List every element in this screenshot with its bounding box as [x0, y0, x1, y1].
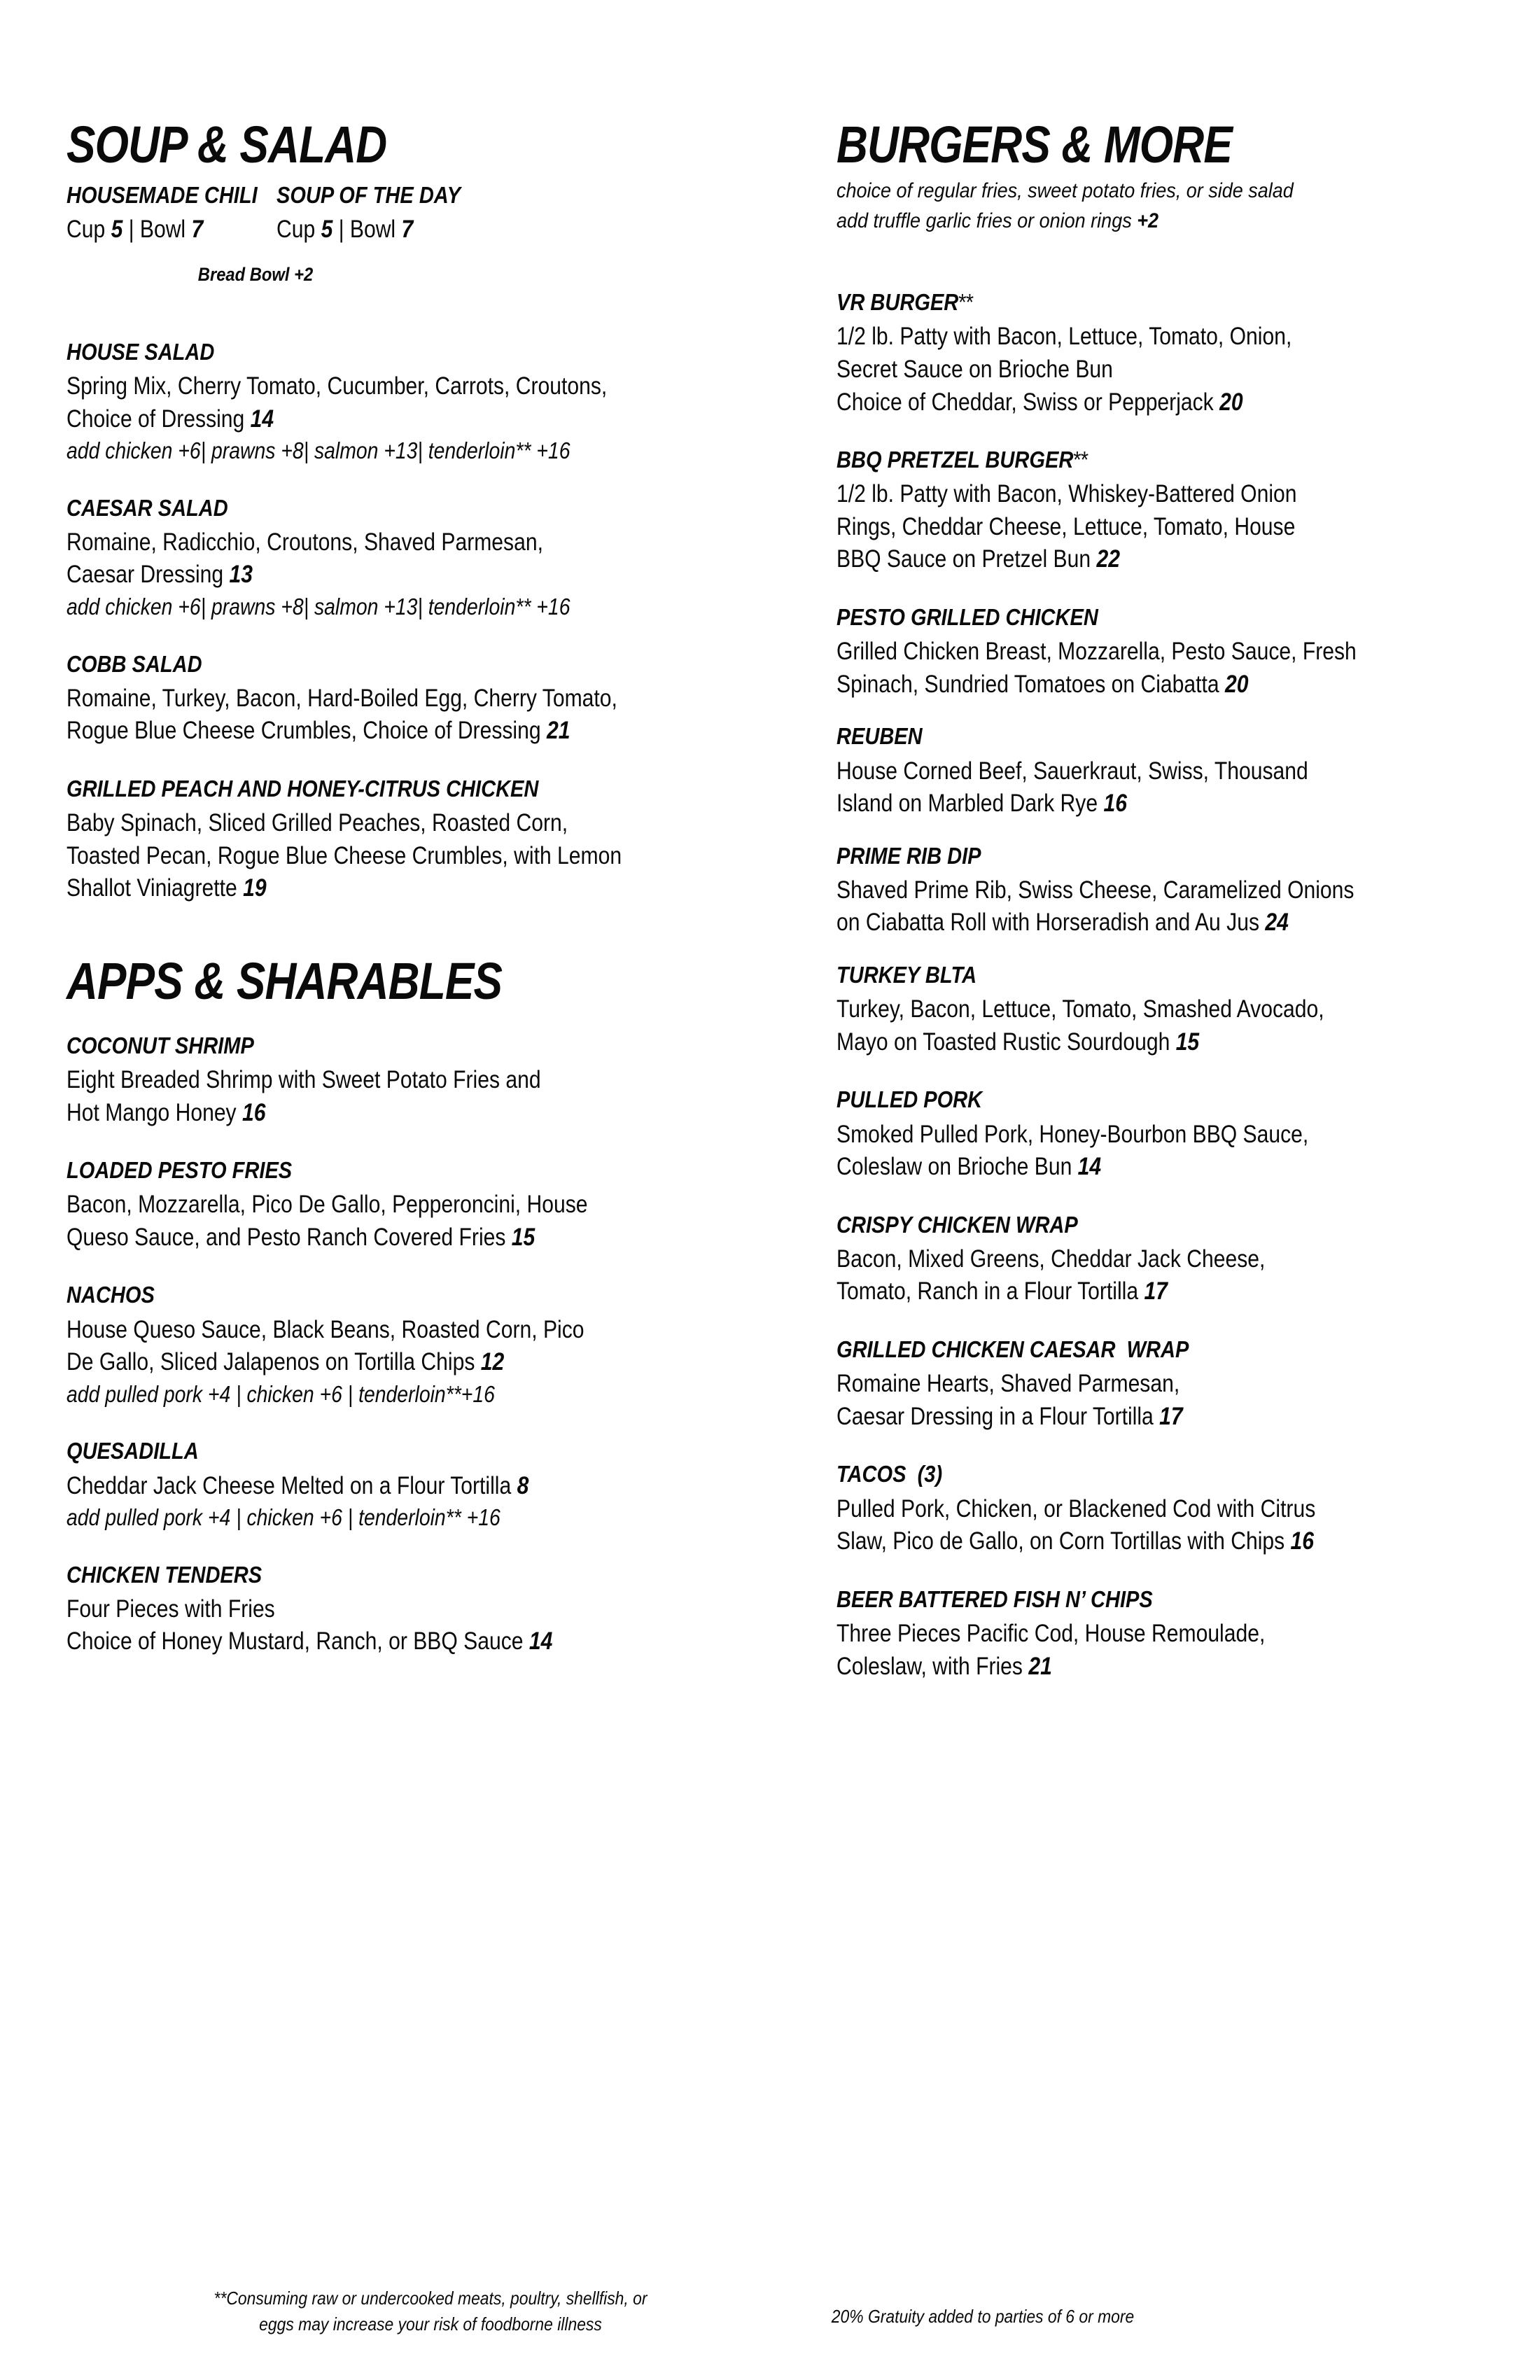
- menu-item-desc-line: Secret Sauce on Brioche Bun: [836, 355, 1113, 383]
- menu-item-vr-burger: [836, 288, 1540, 419]
- name-text: BBQ PRETZEL BURGER: [836, 447, 1074, 473]
- menu-item-name: REUBEN: [836, 723, 923, 750]
- soup-price: [276, 214, 456, 246]
- bread-bowl-addon: Bread Bowl +2: [197, 263, 314, 285]
- menu-item-price: 14: [1077, 1153, 1102, 1181]
- allergen-asterisks: **: [958, 289, 974, 316]
- menu-item-desc-line: [836, 788, 1445, 820]
- right-column: [822, 115, 1540, 1709]
- menu-item-name: TURKEY BLTA: [836, 962, 977, 988]
- menu-item-desc-line: [66, 1346, 717, 1379]
- desc-text: Caesar Dressing: [66, 561, 230, 589]
- desc-text: BBQ Sauce on Pretzel Bun: [836, 545, 1097, 573]
- desc-text: Coleslaw, with Fries: [836, 1652, 1029, 1680]
- menu-item-desc-line: [66, 559, 717, 592]
- desc-text: Cheddar Jack Cheese Melted on a Flour Tortilla: [66, 1471, 517, 1499]
- menu-item-name: PESTO GRILLED CHICKEN: [836, 603, 1098, 630]
- menu-item-desc-line: [836, 1525, 1445, 1558]
- menu-item-desc-line: Shaved Prime Rib, Swiss Cheese, Caramelized Onions: [836, 876, 1354, 904]
- desc-text: Choice of Cheddar, Swiss or Pepperjack: [836, 388, 1220, 416]
- disclaimer-line-2: eggs may increase your risk of foodborne illness: [259, 2314, 602, 2335]
- menu-item-desc-line: [66, 1097, 717, 1130]
- menu-item-desc-line: Rings, Cheddar Cheese, Lettuce, Tomato, House: [836, 512, 1296, 540]
- menu-item-desc-line: [66, 1222, 717, 1254]
- soup-name: SOUP OF THE DAY: [276, 182, 461, 208]
- menu-item-reuben: [836, 722, 1540, 820]
- menu-item-name: TACOS (3): [836, 1461, 943, 1488]
- menu-item-name: COCONUT SHRIMP: [66, 1032, 254, 1058]
- menu-item-price: 13: [229, 561, 253, 589]
- menu-item-desc-line: [836, 668, 1445, 701]
- menu-item-name: [836, 445, 1459, 474]
- menu-item-name: PRIME RIB DIP: [836, 842, 981, 869]
- menu-item-price: 21: [1028, 1652, 1052, 1680]
- menu-item-desc-line: [836, 906, 1445, 939]
- note-price: +2: [1137, 209, 1159, 232]
- menu-item-desc-line: [836, 1651, 1445, 1684]
- section-title-soup-salad: SOUP & SALAD: [66, 115, 387, 174]
- bowl-price: 7: [401, 216, 414, 244]
- bowl-price: 7: [191, 216, 204, 244]
- menu-item-price: 16: [1103, 790, 1127, 818]
- menu-item-name: QUESADILLA: [66, 1438, 199, 1464]
- menu-item-bbq-pretzel-burger: [836, 445, 1540, 576]
- menu-item-coconut-shrimp: [66, 1031, 822, 1129]
- menu-item-name: NACHOS: [66, 1282, 155, 1308]
- menu-item-chicken-tenders: [66, 1560, 822, 1658]
- menu-item-addons: add pulled pork +4 | chicken +6 | tenderloin** +16: [66, 1504, 500, 1531]
- menu-item-desc-line: [66, 1625, 717, 1658]
- menu-item-cobb-salad: [66, 650, 822, 748]
- cup-price: 5: [321, 216, 333, 244]
- menu-item-desc-line: Toasted Pecan, Rogue Blue Cheese Crumbles, with Lemon: [66, 841, 622, 869]
- spacer: [836, 236, 1540, 288]
- price-separator: |: [332, 216, 350, 244]
- menu-item-price: 15: [511, 1223, 536, 1251]
- desc-text: Mayo on Toasted Rustic Sourdough: [836, 1028, 1176, 1056]
- menu-item-desc-line: House Corned Beef, Sauerkraut, Swiss, Thousand: [836, 757, 1308, 785]
- soup-price: [66, 214, 247, 246]
- soup-row: [66, 181, 822, 246]
- section-title-apps-sharables: APPS & SHARABLES: [66, 951, 503, 1010]
- menu-item-price: 20: [1224, 670, 1249, 698]
- menu-item-name: CRISPY CHICKEN WRAP: [836, 1211, 1078, 1238]
- menu-item-price: 24: [1265, 909, 1289, 937]
- menu-item-desc-line: [66, 403, 717, 436]
- desc-text: Tomato, Ranch in a Flour Tortilla: [836, 1278, 1144, 1306]
- menu-item-house-salad: [66, 337, 822, 467]
- menu-item-price: 8: [517, 1471, 529, 1499]
- menu-item-addons: add chicken +6| prawns +8| salmon +13| tenderloin** +16: [66, 593, 570, 620]
- menu-item-desc-line: Eight Breaded Shrimp with Sweet Potato Fries and: [66, 1066, 541, 1094]
- menu-item-price: 20: [1219, 388, 1243, 416]
- desc-text: Coleslaw on Brioche Bun: [836, 1153, 1078, 1181]
- menu-item-price: 19: [243, 874, 267, 902]
- desc-text: Slaw, Pico de Gallo, on Corn Tortillas with Chips: [836, 1527, 1291, 1555]
- menu-item-price: 21: [546, 717, 570, 745]
- menu-item-name: CHICKEN TENDERS: [66, 1561, 262, 1588]
- menu-item-price: 16: [241, 1098, 266, 1126]
- menu-item-grilled-peach-chicken: [66, 774, 822, 905]
- menu-item-name: PULLED PORK: [836, 1086, 983, 1113]
- menu-item-desc-line: Bacon, Mixed Greens, Cheddar Jack Cheese,: [836, 1245, 1266, 1273]
- menu-item-caesar-salad: [66, 493, 822, 623]
- burgers-note-line: choice of regular fries, sweet potato fries, or side salad: [836, 179, 1294, 202]
- desc-text: Rogue Blue Cheese Crumbles, Choice of Dressing: [66, 717, 547, 745]
- spacer: [66, 1017, 822, 1031]
- disclaimer-line-1: **Consuming raw or undercooked meats, poultry, shellfish, or: [214, 2287, 648, 2309]
- desc-text: on Ciabatta Roll with Horseradish and Au Jus: [836, 909, 1266, 937]
- menu-item-desc-line: [836, 1151, 1445, 1184]
- cup-label: Cup: [276, 216, 321, 244]
- menu-item-name: COBB SALAD: [66, 650, 202, 677]
- bowl-label: Bowl: [349, 216, 402, 244]
- menu-item-desc-line: [836, 543, 1445, 576]
- section-title-burgers-more: BURGERS & MORE: [836, 115, 1232, 174]
- menu-item-name: HOUSE SALAD: [66, 338, 215, 365]
- soup-name: HOUSEMADE CHILI: [66, 182, 258, 208]
- menu-item-crispy-chicken-wrap: [836, 1210, 1540, 1308]
- price-separator: |: [122, 216, 140, 244]
- soup-item-soup-of-the-day: [276, 181, 486, 246]
- menu-item-price: 22: [1096, 545, 1120, 573]
- menu-item-pulled-pork: [836, 1085, 1540, 1183]
- desc-text: Shallot Viniagrette: [66, 874, 244, 902]
- menu-item-desc-line: Bacon, Mozzarella, Pico De Gallo, Pepperoncini, House: [66, 1191, 588, 1219]
- name-text: VR BURGER: [836, 289, 959, 316]
- menu-item-addons: add chicken +6| prawns +8| salmon +13| tenderloin** +16: [66, 438, 570, 464]
- menu-item-pesto-grilled-chicken: [836, 603, 1540, 701]
- allergen-asterisks: **: [1073, 447, 1088, 473]
- menu-item-desc-line: Four Pieces with Fries: [66, 1595, 275, 1623]
- footer: [66, 2286, 1435, 2338]
- menu-item-desc-line: [836, 1026, 1445, 1059]
- menu-item-desc-line: Romaine, Radicchio, Croutons, Shaved Parmesan,: [66, 528, 543, 556]
- menu-item-desc-line: [836, 386, 1445, 419]
- menu-columns: [66, 115, 1435, 1709]
- menu-item-name: BEER BATTERED FISH N’ CHIPS: [836, 1586, 1153, 1612]
- soup-item-chili: [66, 181, 276, 246]
- menu-item-name: GRILLED CHICKEN CAESAR WRAP: [836, 1336, 1189, 1363]
- desc-text: De Gallo, Sliced Jalapenos on Tortilla Chips: [66, 1348, 481, 1376]
- desc-text: Spinach, Sundried Tomatoes on Ciabatta: [836, 670, 1225, 698]
- left-column: [66, 115, 822, 1685]
- cup-label: Cup: [66, 216, 111, 244]
- menu-item-price: 15: [1175, 1028, 1200, 1056]
- spacer: [66, 286, 822, 337]
- cup-price: 5: [111, 216, 123, 244]
- menu-item-desc-line: Grilled Chicken Breast, Mozzarella, Pesto Sauce, Fresh: [836, 638, 1357, 666]
- menu-item-loaded-pesto-fries: [66, 1156, 822, 1254]
- menu-item-price: 17: [1159, 1402, 1183, 1430]
- menu-item-desc-line: Smoked Pulled Pork, Honey-Bourbon BBQ Sauce,: [836, 1120, 1309, 1148]
- menu-item-desc-line: House Queso Sauce, Black Beans, Roasted Corn, Pico: [66, 1315, 584, 1343]
- menu-item-desc-line: Romaine, Turkey, Bacon, Hard-Boiled Egg, Cherry Tomato,: [66, 684, 617, 712]
- menu-item-desc-line: [66, 715, 717, 748]
- menu-item-price: 14: [250, 405, 274, 433]
- menu-item-prime-rib-dip: [836, 841, 1540, 939]
- menu-item-addons: add pulled pork +4 | chicken +6 | tenderloin**+16: [66, 1380, 495, 1407]
- menu-item-desc-line: Three Pieces Pacific Cod, House Remoulade,: [836, 1619, 1266, 1647]
- menu-item-name: [836, 288, 1459, 316]
- menu-item-desc-line: [66, 872, 717, 905]
- menu-item-name: CAESAR SALAD: [66, 494, 228, 521]
- menu-item-price: 14: [528, 1628, 553, 1656]
- menu-item-name: GRILLED PEACH AND HONEY-CITRUS CHICKEN: [66, 775, 539, 802]
- menu-item-desc-line: [66, 1470, 717, 1503]
- menu-item-turkey-blta: [836, 960, 1540, 1058]
- menu-item-beer-battered-fish-n-chips: [836, 1585, 1540, 1683]
- bowl-label: Bowl: [139, 216, 192, 244]
- desc-text: Caesar Dressing in a Flour Tortilla: [836, 1402, 1160, 1430]
- menu-item-price: 17: [1144, 1278, 1168, 1306]
- desc-text: Hot Mango Honey: [66, 1098, 242, 1126]
- menu-item-desc-line: Turkey, Bacon, Lettuce, Tomato, Smashed Avocado,: [836, 995, 1324, 1023]
- note-text: add truffle garlic fries or onion rings: [836, 209, 1138, 232]
- allergen-disclaimer: [110, 2286, 750, 2338]
- menu-item-name: LOADED PESTO FRIES: [66, 1157, 293, 1184]
- menu-item-desc-line: [836, 1275, 1445, 1308]
- menu-item-desc-line: [836, 1401, 1445, 1434]
- menu-item-quesadilla: [66, 1436, 822, 1533]
- desc-text: Queso Sauce, and Pesto Ranch Covered Fries: [66, 1223, 512, 1251]
- menu-item-desc-line: Baby Spinach, Sliced Grilled Peaches, Roasted Corn,: [66, 809, 568, 837]
- menu-item-grilled-chicken-caesar-wrap: [836, 1335, 1540, 1433]
- desc-text: Island on Marbled Dark Rye: [836, 790, 1104, 818]
- menu-item-desc-line: 1/2 lb. Patty with Bacon, Whiskey-Battered Onion: [836, 480, 1297, 508]
- gratuity-notice: 20% Gratuity added to parties of 6 or more: [831, 2305, 1135, 2327]
- menu-item-desc-line: 1/2 lb. Patty with Bacon, Lettuce, Tomato, Onion,: [836, 323, 1292, 351]
- menu-item-nachos: [66, 1280, 822, 1410]
- desc-text: Choice of Honey Mustard, Ranch, or BBQ Sauce: [66, 1628, 529, 1656]
- burgers-note-line: [836, 206, 1473, 237]
- menu-item-desc-line: Romaine Hearts, Shaved Parmesan,: [836, 1370, 1180, 1398]
- menu-item-price: 16: [1290, 1527, 1315, 1555]
- menu-item-desc-line: Spring Mix, Cherry Tomato, Cucumber, Carrots, Croutons,: [66, 372, 608, 400]
- menu-item-tacos: [836, 1460, 1540, 1558]
- menu-item-price: 12: [480, 1348, 505, 1376]
- desc-text: Choice of Dressing: [66, 405, 251, 433]
- menu-item-desc-line: Pulled Pork, Chicken, or Blackened Cod with Citrus: [836, 1494, 1316, 1522]
